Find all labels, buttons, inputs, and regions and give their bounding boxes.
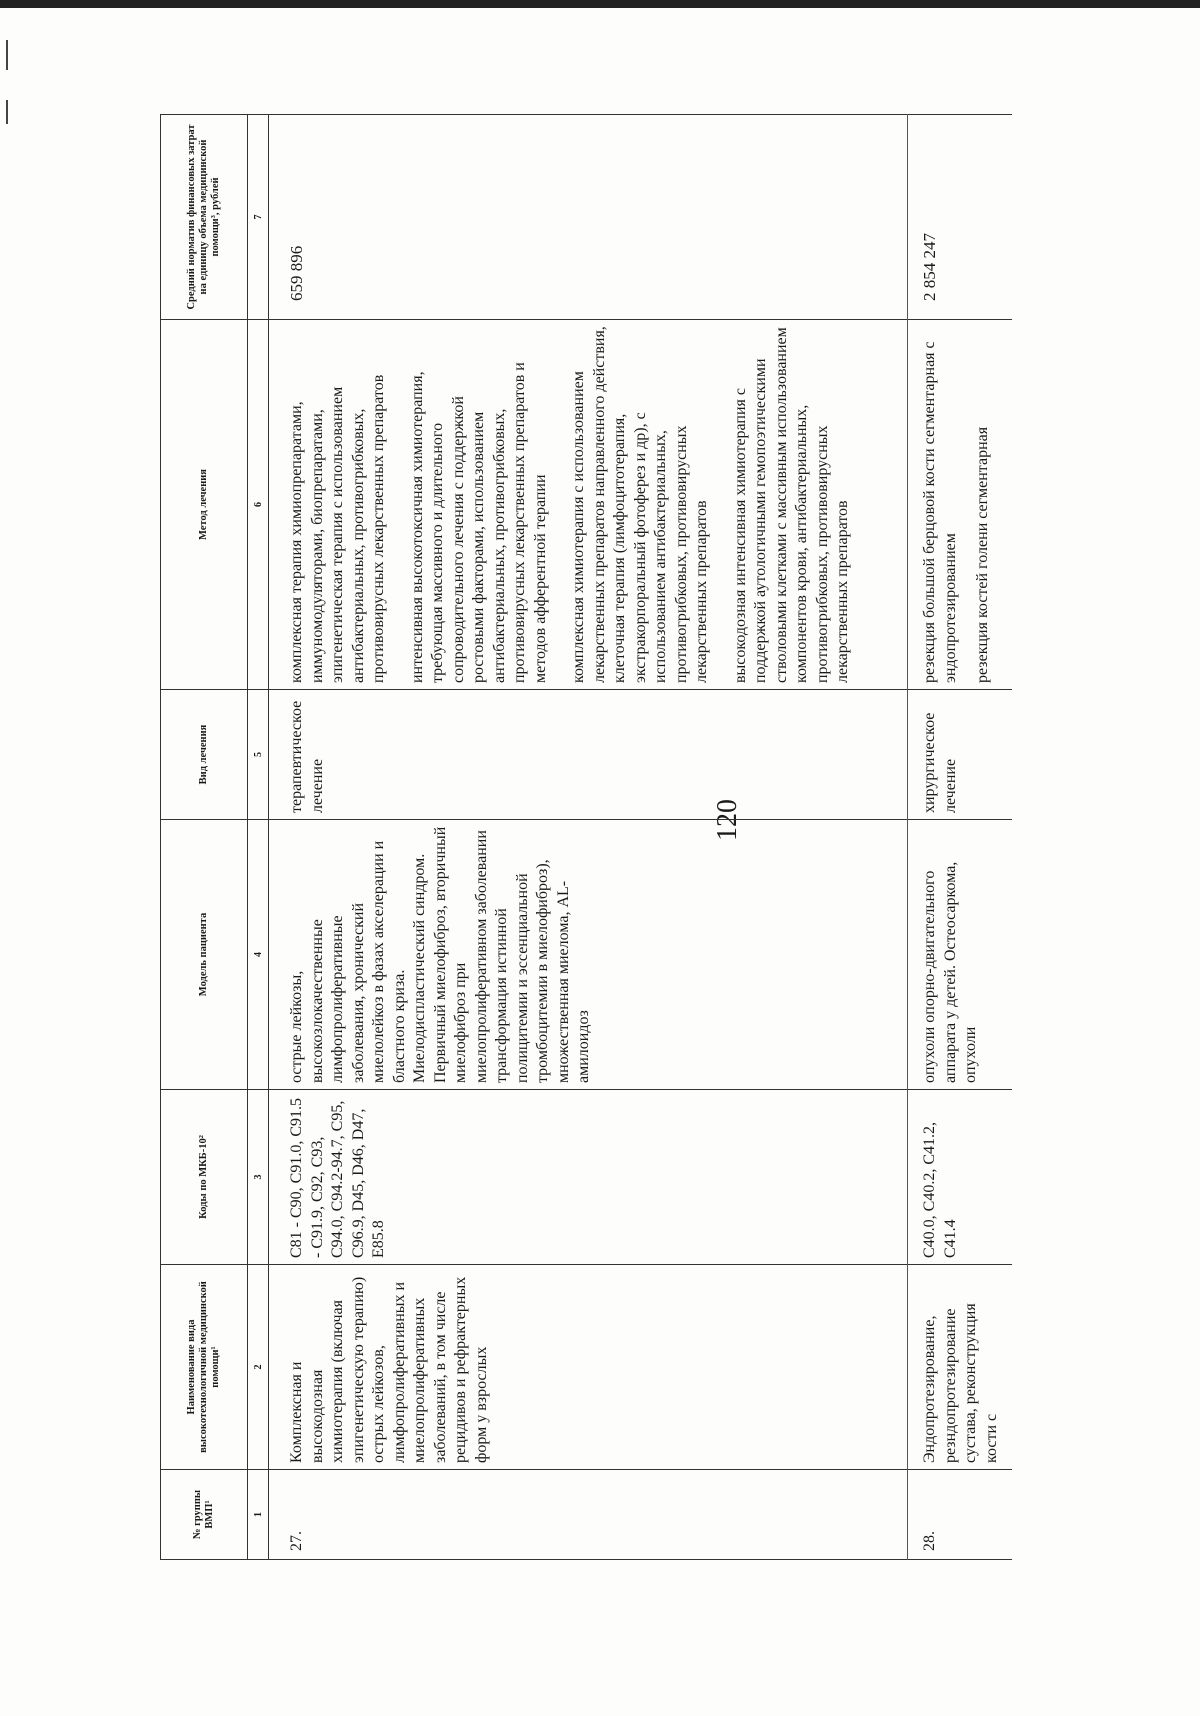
treatment-type: хирургическое лечение (908, 690, 1012, 820)
table-row (269, 115, 908, 1560)
vmp-name: Комплексная и высокодозная химиотерапия (включая эпигенетическую терапию) острых лейкозов, лимфопролиферативных и миелопролиферативных заболеваний, в том числе рецидивов и рефрактерных форм у взрослых (269, 1265, 908, 1470)
column-number: 6 (248, 320, 269, 690)
rotated-table-container (160, 115, 1020, 1560)
treatment-method: высокодозная интенсивная химиотерапия с поддержкой аутологичными гемопоэтическими стволовыми клетками с массивным использованием компонентов крови, антибактериальных, противогрибковых, противовирусных лекарственных препаратов (731, 327, 851, 683)
icd-codes: C40.0, C40.2, C41.2, C41.4 (908, 1090, 1012, 1265)
treatment-method: комплексная терапия химиопрепаратами, иммуномодуляторами, биопрепаратами, эпигенетическая терапия с использованием антибактериальных, противогрибковых, противовирусных лекарственных препаратов (288, 374, 387, 683)
treatment-method: комплексная химиотерапия с использованием лекарственных препаратов направленного действия, клеточная терапия (лимфоцитотерапия, экстракорпоральный фотоферез и др), с использованием антибактериальных, противогрибковых, противовирусных лекарственных препаратов (570, 326, 710, 683)
table-header-row (161, 115, 248, 1560)
header-patient-model: Модель пациента (161, 820, 248, 1090)
column-number: 7 (248, 115, 269, 320)
patient-model: острые лейкозы, высокозлокачественные лимфопролиферативные заболевания, хронический миелолейкоз в фазах акселерации и бластного криза. Миелодиспластический синдром. Первичный миелофиброз, вторичный миелофиброз при миелопролиферативном заболевании трансформация истинной полицитемии и эссенциальной тромбоцитемии в миелофиброз), множественная миелома, AL-амилоидоз (269, 820, 908, 1090)
header-cost-norm: Средний норматив финансовых затрат на единицу объема медицинской помощи³, рублей (161, 115, 248, 320)
icd-codes: C81 - C90, C91.0, C91.5 - C91.9, C92, C93, C94.0, C94.2-94.7, C95, C96.9, D45, D46, D47, E85.8 (269, 1090, 908, 1265)
patient-model: опухоли опорно-двигательного аппарата у детей. Остеосаркома, опухоли (908, 820, 1012, 1090)
group-number: 28. (908, 1470, 1012, 1560)
treatment-method: интенсивная высокотоксичная химиотерапия, требующая массивного и длительного сопроводительного лечения с поддержкой ростовыми факторами, использованием антибактериальных, противогрибковых, противовирусных лекарственных препаратов и методов афферентной терапии (408, 362, 549, 683)
scan-artifact (6, 100, 8, 124)
vmp-table (160, 114, 1012, 1560)
column-number: 4 (248, 820, 269, 1090)
column-number: 5 (248, 690, 269, 820)
column-numbers-row (248, 115, 269, 1560)
treatment-method: резекция большой берцовой кости сегментарная с эндопротезированием (921, 341, 959, 683)
vmp-name: Эндопротезирование, резндопротезирование сустава, реконструкция кости с (908, 1265, 1012, 1470)
table-row (908, 115, 1012, 1560)
header-vmp-name: Наименование вида высокотехнологичной медицинской помощи¹ (161, 1265, 248, 1470)
group-number: 27. (269, 1470, 908, 1560)
scan-border (0, 0, 1200, 8)
treatment-type: терапевтическое лечение (269, 690, 908, 820)
treatment-methods (269, 320, 908, 690)
header-icd-codes: Коды по МКБ-10² (161, 1090, 248, 1265)
header-treatment-type: Вид лечения (161, 690, 248, 820)
cost-norm: 2 854 247 (908, 115, 1012, 320)
treatment-methods (908, 320, 1012, 690)
column-number: 1 (248, 1470, 269, 1560)
column-number: 2 (248, 1265, 269, 1470)
header-group-number: № группы ВМП¹ (161, 1470, 248, 1560)
cost-norm: 659 896 (269, 115, 908, 320)
column-number: 3 (248, 1090, 269, 1265)
treatment-method: резекция костей голени сегментарная (974, 426, 991, 683)
scan-artifact (6, 40, 8, 70)
header-treatment-method: Метод лечения (161, 320, 248, 690)
page-number: 120 (712, 799, 743, 841)
